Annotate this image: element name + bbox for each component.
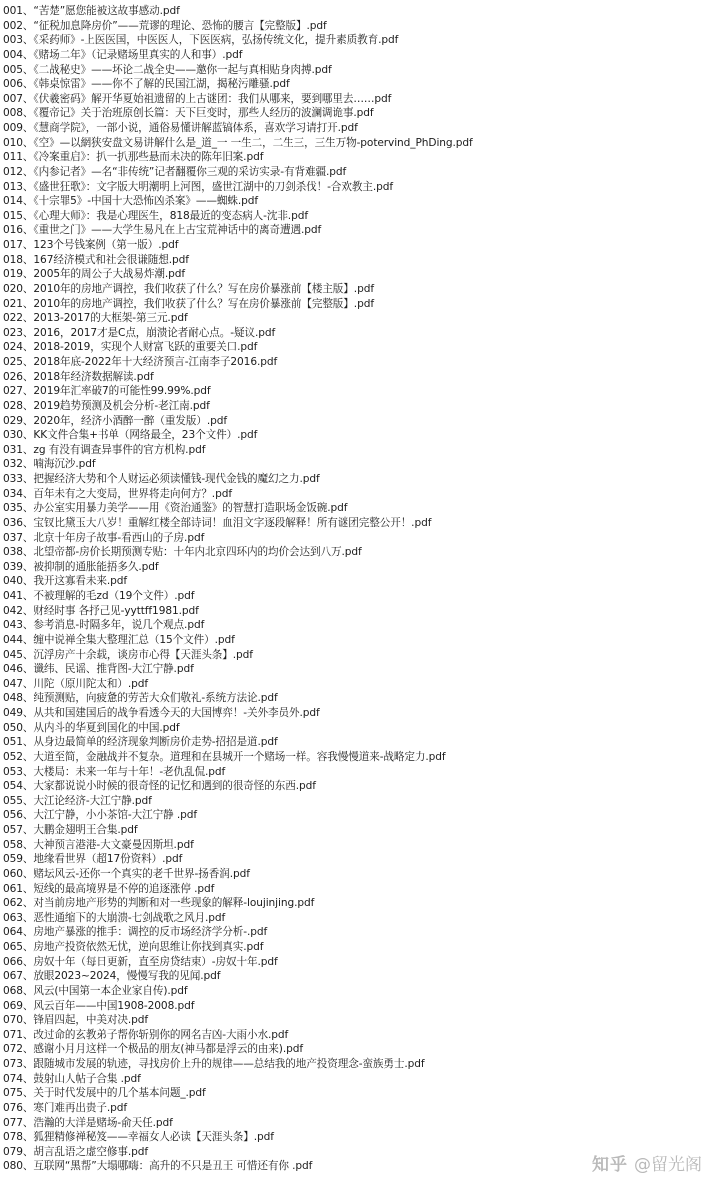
file-list-item: 039、被抑制的通胀能捂多久.pdf [3,560,159,573]
file-list-item: 015、《心理大师》：我是心理医生，818最近的变态病人-沈非.pdf [3,209,308,222]
file-list-item: 038、北望帝都-房价长期预测专贴：十年内北京四环内的均价会达到八万.pdf [3,545,715,560]
file-list-item: 061、短线的最高境界是不停的追逐涨停 .pdf [3,882,215,895]
file-list-item: 029、2020年，经济小酒醉一醉（重发版）.pdf [3,414,228,427]
file-list-item: 053、大楼局：未来一年与十年！-老仇乱侃.pdf [3,765,226,778]
file-list-item: 034、百年未有之大变局，世界将走向何方？.pdf [3,487,715,502]
file-list-item: 062、对当前房地产形势的判断和对一些现象的解释-loujinjing.pdf [3,896,715,911]
file-list-item: 064、房地产暴涨的推手：调控的反市场经济学分析-.pdf [3,925,715,940]
file-list-item: 049、从共和国建国后的战争看透今天的大国博弈！-关外李员外.pdf [3,707,320,719]
file-list-item: 009、《慧商学院》，一部小说，通俗易懂讲解蓝镐体系，喜欢学习请打开.pdf [3,122,358,134]
file-list-item: 028、2019趋势预测及机会分析-老江南.pdf [3,399,715,414]
file-list-item: 030、KK文件合集+书单（网络最全，23个文件）.pdf [3,428,715,443]
file-list-item: 001、“苦楚”愿您能被这故事感动.pdf [3,5,180,17]
file-list-item: 006、《韩桌惊雷》——你不了解的民国江湖，揭秘污雕骚.pdf [3,77,715,92]
file-list-item: 051、从身边最简单的经济现象判断房价走势-招招是道.pdf [3,736,278,749]
file-list-item: 010、《空》—以網狭安盘文易讲解什么是_道_一 一生二，二生三，三生万物-potervind_PhDing.pdf [3,136,715,151]
file-list-item: 007、《伏羲密码》解开华夏始祖遗留的上古谜团：我们从哪来，要到哪里去……pdf [3,92,392,105]
file-list-item: 035、办公室实用暴力美学——用《资治通鉴》的智慧打造职场金饭碗.pdf [3,502,348,515]
file-list-item: 068、风云(中国第一本企业家自传).pdf [3,984,715,999]
file-list-item: 047、川陀（原川陀太和）.pdf [3,677,149,690]
file-list-item: 026、2018年经济数据解读.pdf [3,370,715,385]
file-list-item: 042、财经时事 各抒己见-yyttff1981.pdf [3,604,715,619]
file-list-item: 074、鼓射山人帖子合集 .pdf [3,1072,715,1087]
file-list-item: 019、2005年的周公子大战易炸潮.pdf [3,268,186,281]
file-list-item: 031、zg 有没有调查异事件的官方机构.pdf [3,443,206,456]
file-list-item: 003、《采药师》-上医医国，中医医人，下医医病，弘扬传统文化，提升素质教育.pdf [3,34,399,47]
file-list-item: 048、纯预测贴，向疲惫的劳苦大众们敬礼-系统方法论.pdf [3,691,715,706]
file-list-item: 055、大江论经济-大江宁静.pdf [3,794,152,807]
file-list-item: 027、2019年汇率破7的可能性99.99%.pdf [3,385,211,398]
file-list-item: 014、《十宗罪5》-中国十大恐怖凶杀案》——蜘蛛.pdf [3,194,715,209]
file-list-item: 054、大家都说说小时候的很奇怪的记忆和遇到的很奇怪的东西.pdf [3,779,715,794]
file-list-item: 025、2018年底-2022年十大经济预言-江南李子2016.pdf [3,356,278,368]
file-list-item: 024、2018-2019，实现个人财富飞跃的重要关口.pdf [3,340,715,355]
file-list-item: 065、房地产投资依然无忧，逆向思维让你找到真实.pdf [3,941,264,953]
file-list-item: 002、“征税加息降房价”——荒谬的理论、恐怖的腰言【完整版】.pdf [3,19,715,34]
file-list-item: 075、关于时代发展中的几个基本问题_.pdf [3,1087,206,1100]
file-list-item: 023、2016，2017才是C点，崩溃论者耐心点。-疑议.pdf [3,326,276,339]
file-list-item: 017、123个号钱案例（第一版）.pdf [3,239,179,251]
zhihu-logo: 知乎 [592,1155,628,1175]
file-list-item: 013、《盛世狂歌》：文字版大明潮明上河图，盛世江湖中的刀剑杀伐！-合欢教主.pdf [3,180,393,193]
file-list-item: 016、《重世之门》——大学生易凡在上古宝荒神话中的离奇遭遇.pdf [3,223,715,238]
file-list-item: 008、《覆帝记》关于治班原创长篇：天下巨变时，那些人经历的波澜调诡事.pdf [3,106,715,121]
file-list-item: 052、大道至简，金融战并不复杂。道理和在县城开一个赌场一样。容我慢慢道来-战略定力.pdf [3,750,715,765]
file-list-item: 059、地缘看世界（超17份资料）.pdf [3,853,183,866]
watermark-handle: @留光阁 [634,1155,702,1175]
file-list-item: 037、北京十年房子故事-看西山的子房.pdf [3,531,205,544]
file-list-item: 072、感谢小月月这样一个极品的朋友(神马都是浮云的由来).pdf [3,1042,715,1057]
file-list-item: 012、《内参记者》—名“非传统”记者翻覆你三观的采访实录-有背难疆.pdf [3,165,715,180]
file-list-item: 058、大神预言港港-大文豪曼因斯坦.pdf [3,838,715,853]
file-list-item: 044、缠中说禅全集大整理汇总（15个文件）.pdf [3,633,715,648]
file-list-item: 043、参考消息-时隔多年，说几个观点.pdf [3,619,205,632]
file-list-item: 032、喃海沉沙.pdf [3,457,715,472]
file-list-item: 069、风云百年——中国1908-2008.pdf [3,999,195,1012]
file-list-item: 063、恶性通缩下的大崩溃-七剑战歌之风月.pdf [3,911,226,924]
file-list-item: 004、《赌场二年》（记录赌场里真实的人和事）.pdf [3,48,715,63]
zhihu-watermark [592,1150,702,1175]
file-list-item: 021、2010年的房地产调控，我们收获了什么？写在房价暴涨前【完整版】.pdf [3,297,374,310]
file-list-item: 018、167经济模式和社会很谦随想.pdf [3,253,715,268]
file-list-item: 011、《冷案重启》：扒一扒那些悬而未决的陈年旧案.pdf [3,151,264,164]
file-list-item: 036、宝钗比黛玉大八岁！重解红楼全部诗词！血泪文字逐段解释！所有谜团完整公开！.pdf [3,516,715,531]
file-list-item: 060、赌坛风云-还你一个真实的老千世界-扬香润.pdf [3,867,715,882]
file-list-item: 056、大江宁静，小小茶馆-大江宁静 .pdf [3,808,715,823]
file-list-item: 046、谶纬、民谣、推背图-大江宁静.pdf [3,662,715,677]
file-list-item: 078、狐狸精修禅秘笈——幸福女人必读【天涯头条】.pdf [3,1130,715,1145]
file-list-item: 020、2010年的房地产调控，我们收获了什么？写在房价暴涨前【楼主版】.pdf [3,282,715,297]
file-list-item: 076、寒门难再出贵子.pdf [3,1101,715,1116]
file-list-item: 077、浩瀚的大洋是赌场-俞天任.pdf [3,1116,173,1129]
file-list-item: 050、从内斗的华夏到国化的中国.pdf [3,721,715,736]
file-list-item: 070、锋眉四起，中美对决.pdf [3,1013,715,1028]
file-list-item: 041、不被理解的毛zd（19个文件）.pdf [3,590,195,602]
file-list-item: 057、大鹏金翅明王合集.pdf [3,824,138,836]
file-list-item: 022、2013-2017的大框架-第三元.pdf [3,311,715,326]
file-list-item: 040、我开这寡看未来.pdf [3,574,715,589]
file-list-item: 071、改过命的玄教弟子帮你斩别你的网名吉凶-大雨小水.pdf [3,1028,289,1041]
file-list-item: 045、沉浮房产十余载，谈房市心得【天涯头条】.pdf [3,648,253,661]
file-list-item: 080、互联网“黑帮”大塌哪嗨：高升的不只是丑王 可惜还有你 .pdf [3,1159,715,1174]
file-list-item: 073、跟随城市发展的轨迹，寻找房价上升的规律——总结我的地产投资理念-蛮族勇士.pdf [3,1058,425,1070]
file-list-item: 079、胡言乱语之虚空修事.pdf [3,1145,149,1158]
file-list-item: 066、房奴十年（每日更新，直至房贷结束）-房奴十年.pdf [3,955,715,970]
file-list-item: 005、《二战秘史》——坏论二战全史——邀你一起与真相贴身肉搏.pdf [3,63,332,76]
file-list-item: 033、把握经济大势和个人财运必须读懂钱-现代金钱的魔幻之力.pdf [3,473,320,485]
file-list [3,4,715,1174]
file-list-item: 067、放眼2023~2024，慢慢写我的见闻.pdf [3,970,221,983]
